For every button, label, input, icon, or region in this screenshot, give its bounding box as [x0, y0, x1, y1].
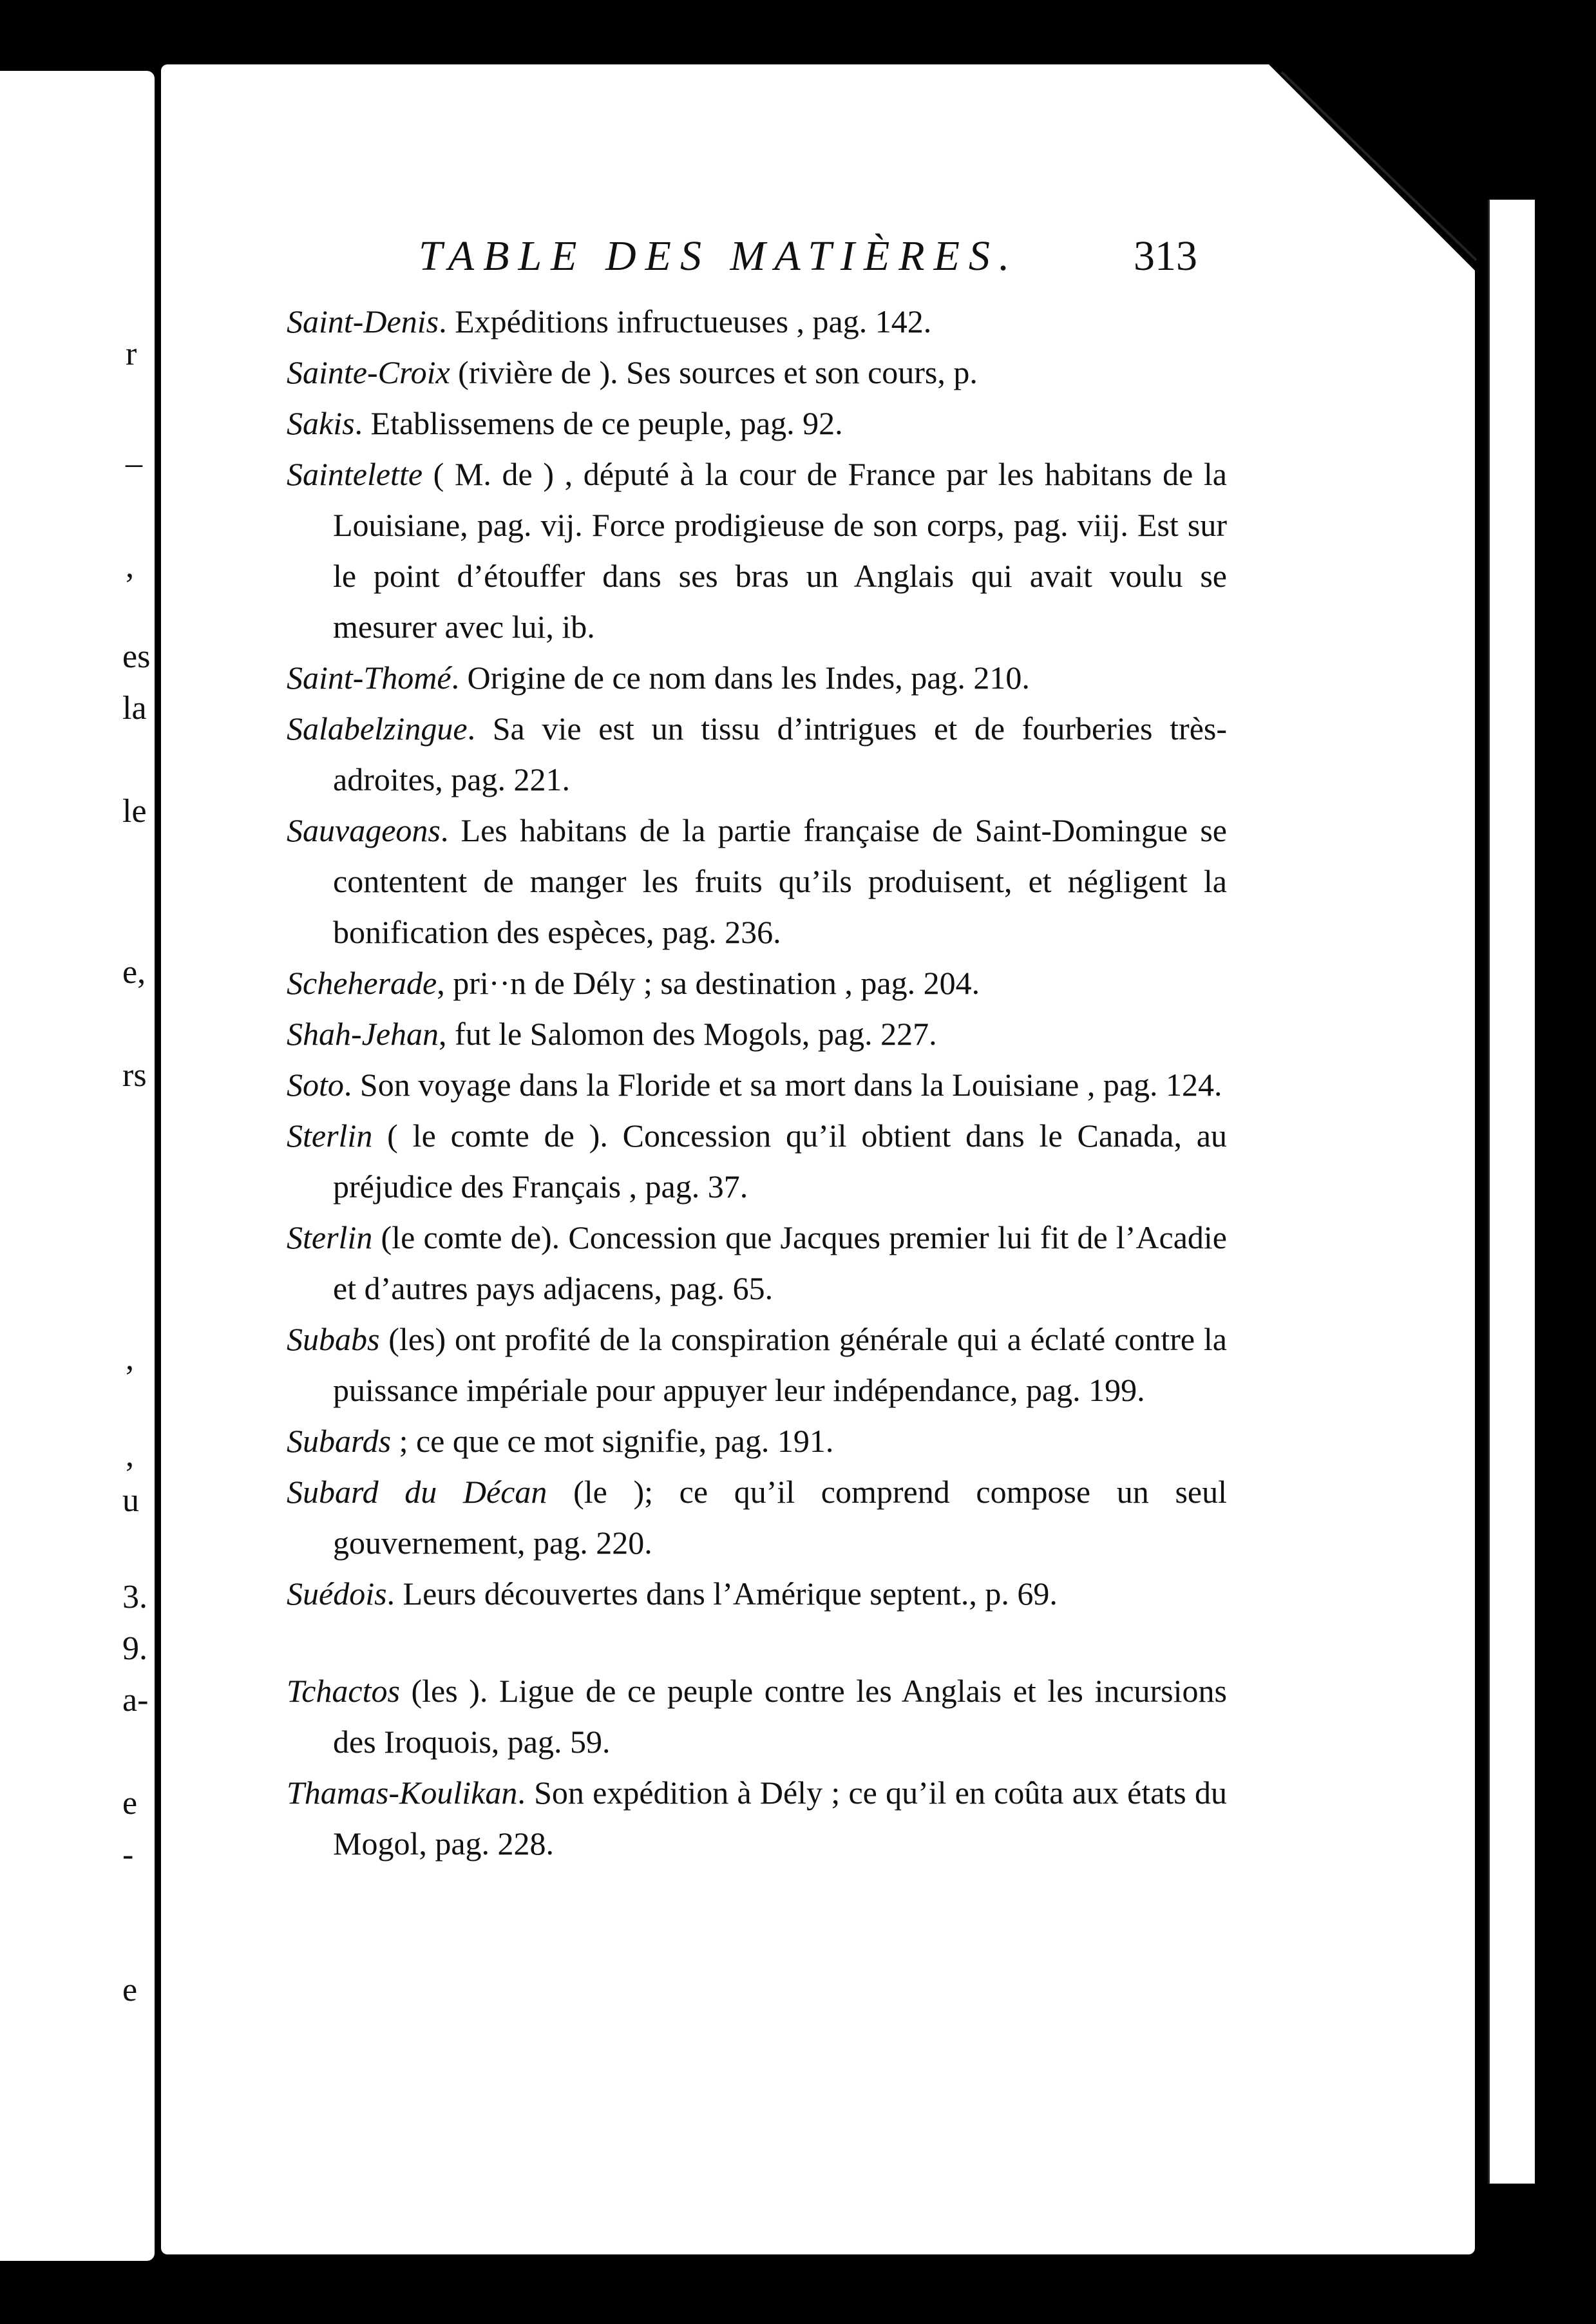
running-header: TABLE DES MATIÈRES. [419, 233, 1019, 280]
index-entry [287, 296, 1227, 347]
index-entry [287, 1212, 1227, 1314]
index-entry [287, 398, 1227, 449]
entry-text: ( M. de ) , député à la cour de France par les habitans de la Louisiane, pag. vij. Force prodigieuse de son corps, pag. viij. Est sur le point d’étouffer dans ses bras un Anglais qui avait voulu se mesurer avec lui, ib. [333, 456, 1227, 645]
index-entry [287, 805, 1227, 958]
index-entry [287, 703, 1227, 805]
left-page-fragment: – [126, 445, 142, 482]
index-entry [287, 958, 1227, 1009]
entry-text: . Etablissemens de ce peuple, pag. 92. [354, 405, 843, 441]
entry-heading: Soto [287, 1067, 344, 1103]
entry-heading: Sterlin [287, 1118, 373, 1154]
left-page-fragment: 3. [122, 1579, 147, 1615]
index-entry [287, 1009, 1227, 1060]
entry-text: (les ). Ligue de ce peuple contre les Anglais et les incursions des Iroquois, pag. 59. [333, 1673, 1227, 1760]
index-entry [287, 1467, 1227, 1568]
left-page-fragment: u [122, 1482, 139, 1519]
left-page-margin [0, 71, 155, 2261]
index-entry [287, 1060, 1227, 1110]
entry-heading: Saint-Thomé [287, 660, 451, 696]
entry-heading: Subabs [287, 1321, 380, 1357]
entry-text: . Origine de ce nom dans les Indes, pag. 210. [451, 660, 1030, 696]
entry-text: ( le comte de ). Concession qu’il obtient dans le Canada, au préjudice des Français , pag. 37. [333, 1118, 1227, 1205]
left-page-fragment: rs [122, 1057, 147, 1094]
entry-text: . Leurs découvertes dans l’Amérique septent., p. 69. [386, 1576, 1058, 1612]
left-page-fragment: es [122, 638, 151, 675]
next-page-edge [1488, 200, 1535, 2184]
entry-heading: Sterlin [287, 1219, 373, 1255]
entry-heading: Sainte-Croix [287, 354, 450, 390]
left-page-fragment: e [122, 1972, 138, 2008]
page-number: 313 [1134, 233, 1197, 280]
entry-heading: Subards [287, 1423, 392, 1459]
entry-heading: Suédois [287, 1576, 387, 1612]
entry-heading: Salabelzingue [287, 710, 468, 747]
entry-heading: Sauvageons [287, 812, 441, 848]
left-page-fragment: la [122, 690, 147, 727]
entry-heading: Saint-Denis [287, 303, 439, 339]
index-entry [287, 1110, 1227, 1212]
left-page-fragment: a- [122, 1682, 149, 1719]
entry-heading: Thamas-Koulikan [287, 1775, 518, 1811]
index-entry [287, 347, 1227, 398]
index-entries [287, 296, 1227, 1869]
left-page-fragment: le [122, 793, 147, 830]
entry-text: , pri··n de Dély ; sa destination , pag. 204. [437, 965, 980, 1001]
entry-text: . Son voyage dans la Floride et sa mort dans la Louisiane , pag. 124. [343, 1067, 1222, 1103]
left-page-fragment: e, [122, 954, 146, 991]
index-entry [287, 1314, 1227, 1416]
entry-heading: Tchactos [287, 1673, 400, 1709]
entry-heading: Saintelette [287, 456, 423, 492]
left-page-fragment: , [126, 1437, 134, 1474]
entry-heading: Scheherade [287, 965, 437, 1001]
left-page-fragment: , [126, 1340, 134, 1377]
entry-text: (le ); ce qu’il comprend compose un seul gouvernement, pag. 220. [333, 1474, 1227, 1561]
entry-heading: Shah-Jehan [287, 1016, 439, 1052]
index-entry [287, 652, 1227, 703]
section-gap [287, 1619, 1227, 1666]
left-page-fragment: 9. [122, 1630, 147, 1667]
left-page-fragment: - [122, 1836, 134, 1873]
index-entry [287, 449, 1227, 652]
index-entry [287, 1767, 1227, 1869]
index-entry [287, 1666, 1227, 1767]
left-page-fragment: , [126, 548, 134, 585]
entry-text: ; ce que ce mot signifie, pag. 191. [391, 1423, 834, 1459]
entry-heading: Sakis [287, 405, 355, 441]
entry-text: . Expéditions infructueuses , pag. 142. [439, 303, 932, 339]
entry-text: . Sa vie est un tissu d’intrigues et de fourberies très-adroites, pag. 221. [333, 710, 1227, 797]
entry-text: (le comte de). Concession que Jacques premier lui fit de l’Acadie et d’autres pays adjacens, pag. 65. [333, 1219, 1227, 1306]
index-entry [287, 1568, 1227, 1619]
entry-text: (rivière de ). Ses sources et son cours, p. [450, 354, 978, 390]
left-page-fragment: r [126, 336, 137, 372]
entry-text: , fut le Salomon des Mogols, pag. 227. [439, 1016, 937, 1052]
entry-text: . Les habitans de la partie française de Saint-Domingue se contentent de manger les fruits qu’ils produisent, et négligent la bonification des espèces, pag. 236. [333, 812, 1227, 950]
entry-text: (les) ont profité de la conspiration générale qui a éclaté contre la puissance impériale pour appuyer leur indépendance, pag. 199. [333, 1321, 1227, 1408]
entry-text: . Son expédition à Dély ; ce qu’il en coûta aux états du Mogol, pag. 228. [333, 1775, 1227, 1862]
left-page-fragment: e [122, 1785, 138, 1822]
entry-heading: Subard du Décan [287, 1474, 547, 1510]
index-entry [287, 1416, 1227, 1467]
